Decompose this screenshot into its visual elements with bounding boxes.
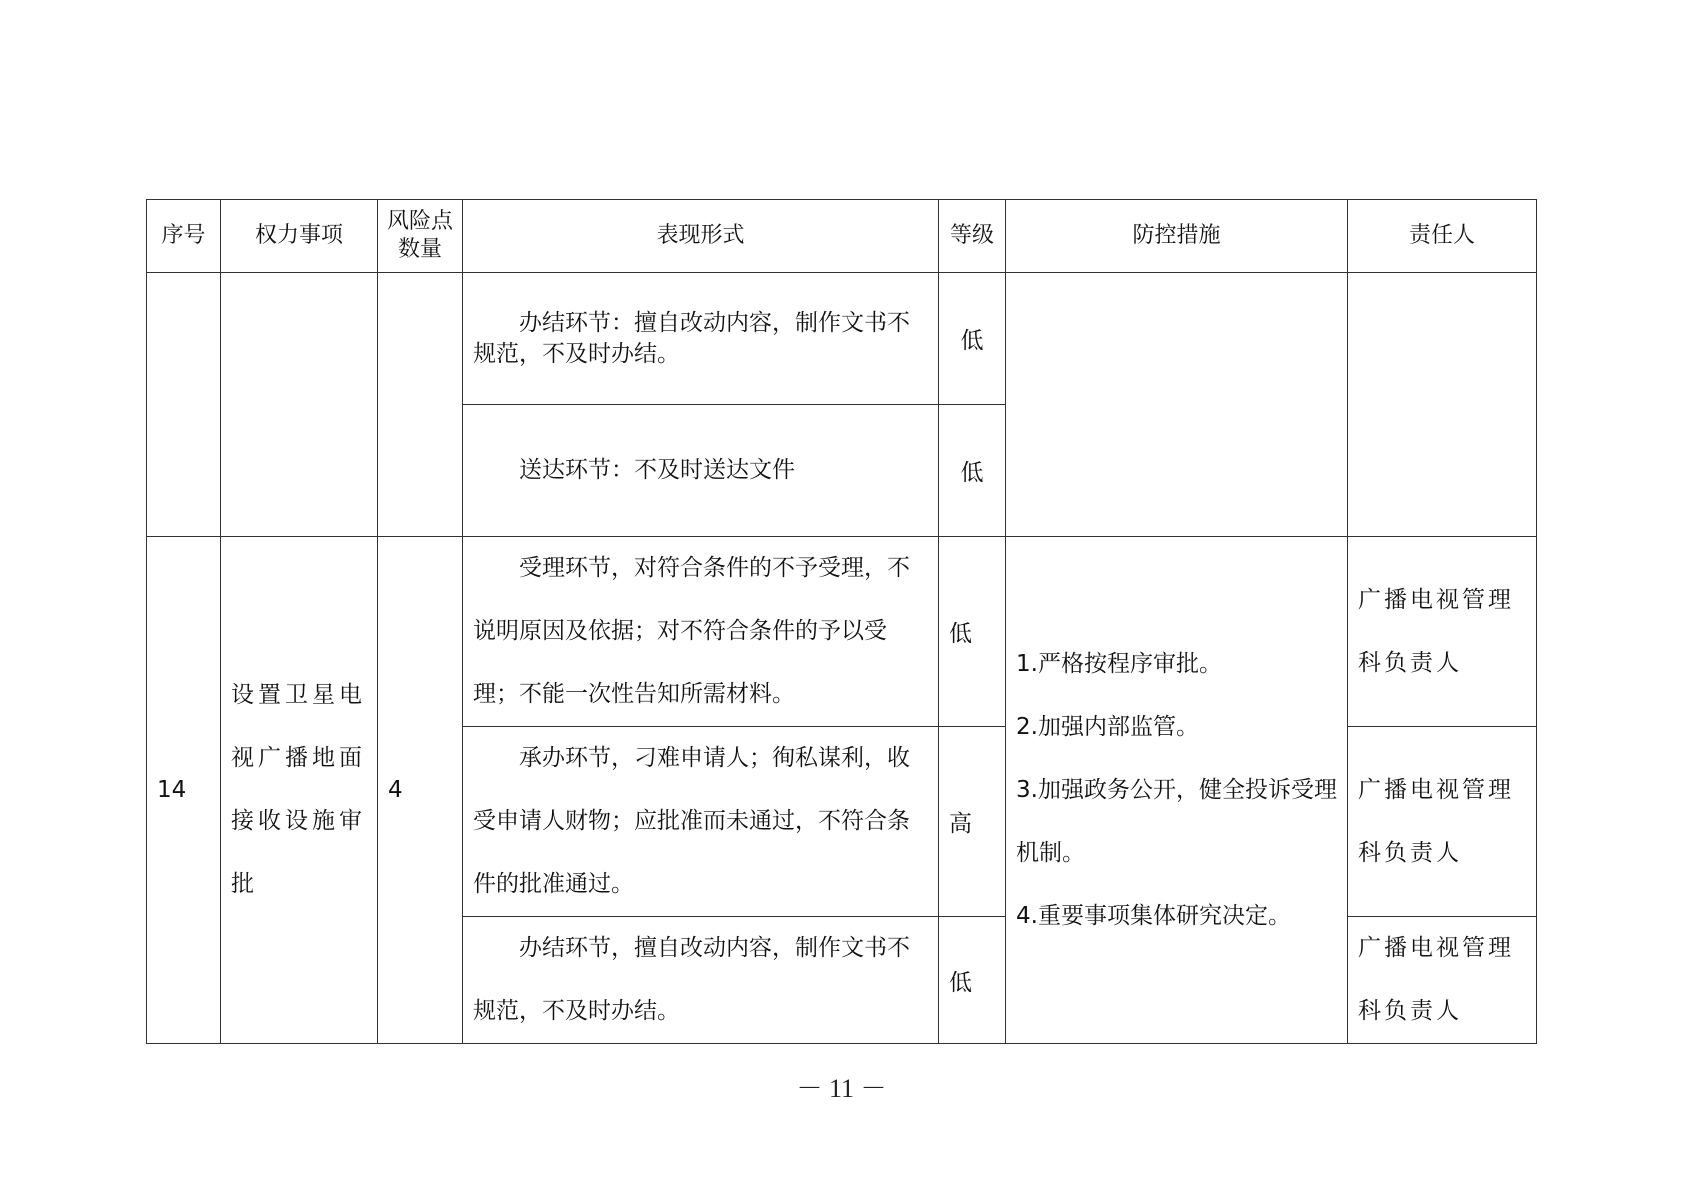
responsible-cell: 广播电视管理科负责人 — [1348, 537, 1537, 727]
form-cell — [463, 727, 939, 917]
risk-table — [146, 199, 1537, 1044]
form-text: 承办环节，刁难申请人；徇私谋利，收受申请人财物；应批准而未通过，不符合条件的批准通过。 — [473, 745, 910, 897]
responsible-cell: 广播电视管理科负责人 — [1348, 917, 1537, 1044]
form-text: 受理环节，对符合条件的不予受理，不说明原因及依据；对不符合条件的予以受理；不能一次性告知所需材料。 — [473, 555, 910, 707]
page-number: － 11 － — [796, 1074, 887, 1103]
form-cell — [463, 917, 939, 1044]
continued-item-cell — [221, 273, 378, 537]
header-seq: 序号 — [147, 200, 221, 273]
level-cell: 低 — [939, 917, 1006, 1044]
header-item: 权力事项 — [221, 200, 378, 273]
form-text: 办结环节，擅自改动内容，制作文书不规范，不及时办结。 — [473, 935, 910, 1024]
measure-item: 2.加强内部监管。 — [1016, 713, 1199, 740]
header-responsible: 责任人 — [1348, 200, 1537, 273]
responsible-cell: 广播电视管理科负责人 — [1348, 727, 1537, 917]
table-row — [147, 537, 1537, 727]
measure-item: 1.严格按程序审批。 — [1016, 650, 1222, 677]
continued-seq-cell — [147, 273, 221, 537]
risk-count-cell: 4 — [378, 537, 463, 1044]
measure-item: 3.加强政务公开，健全投诉受理机制。 — [1016, 776, 1337, 866]
form-cell — [463, 273, 939, 405]
item-name-cell: 设置卫星电视广播地面接收设施审批 — [221, 537, 378, 1044]
form-text: 送达环节：不及时送达文件 — [519, 457, 795, 483]
continued-count-cell — [378, 273, 463, 537]
level-cell: 低 — [939, 537, 1006, 727]
table-row — [147, 273, 1537, 405]
form-text: 办结环节：擅自改动内容，制作文书不规范，不及时办结。 — [473, 309, 910, 367]
header-row — [147, 200, 1537, 273]
form-cell — [463, 537, 939, 727]
form-cell — [463, 405, 939, 537]
header-level: 等级 — [939, 200, 1006, 273]
continued-responsible-cell — [1348, 273, 1537, 537]
level-cell: 低 — [939, 405, 1006, 537]
continued-measures-cell — [1006, 273, 1348, 537]
measure-item: 4.重要事项集体研究决定。 — [1016, 902, 1291, 929]
header-measures: 防控措施 — [1006, 200, 1348, 273]
seq-cell: 14 — [147, 537, 221, 1044]
level-cell: 高 — [939, 727, 1006, 917]
level-cell: 低 — [939, 273, 1006, 405]
measures-cell — [1006, 537, 1348, 1044]
header-form: 表现形式 — [463, 200, 939, 273]
header-risk-count: 风险点数量 — [378, 200, 463, 273]
